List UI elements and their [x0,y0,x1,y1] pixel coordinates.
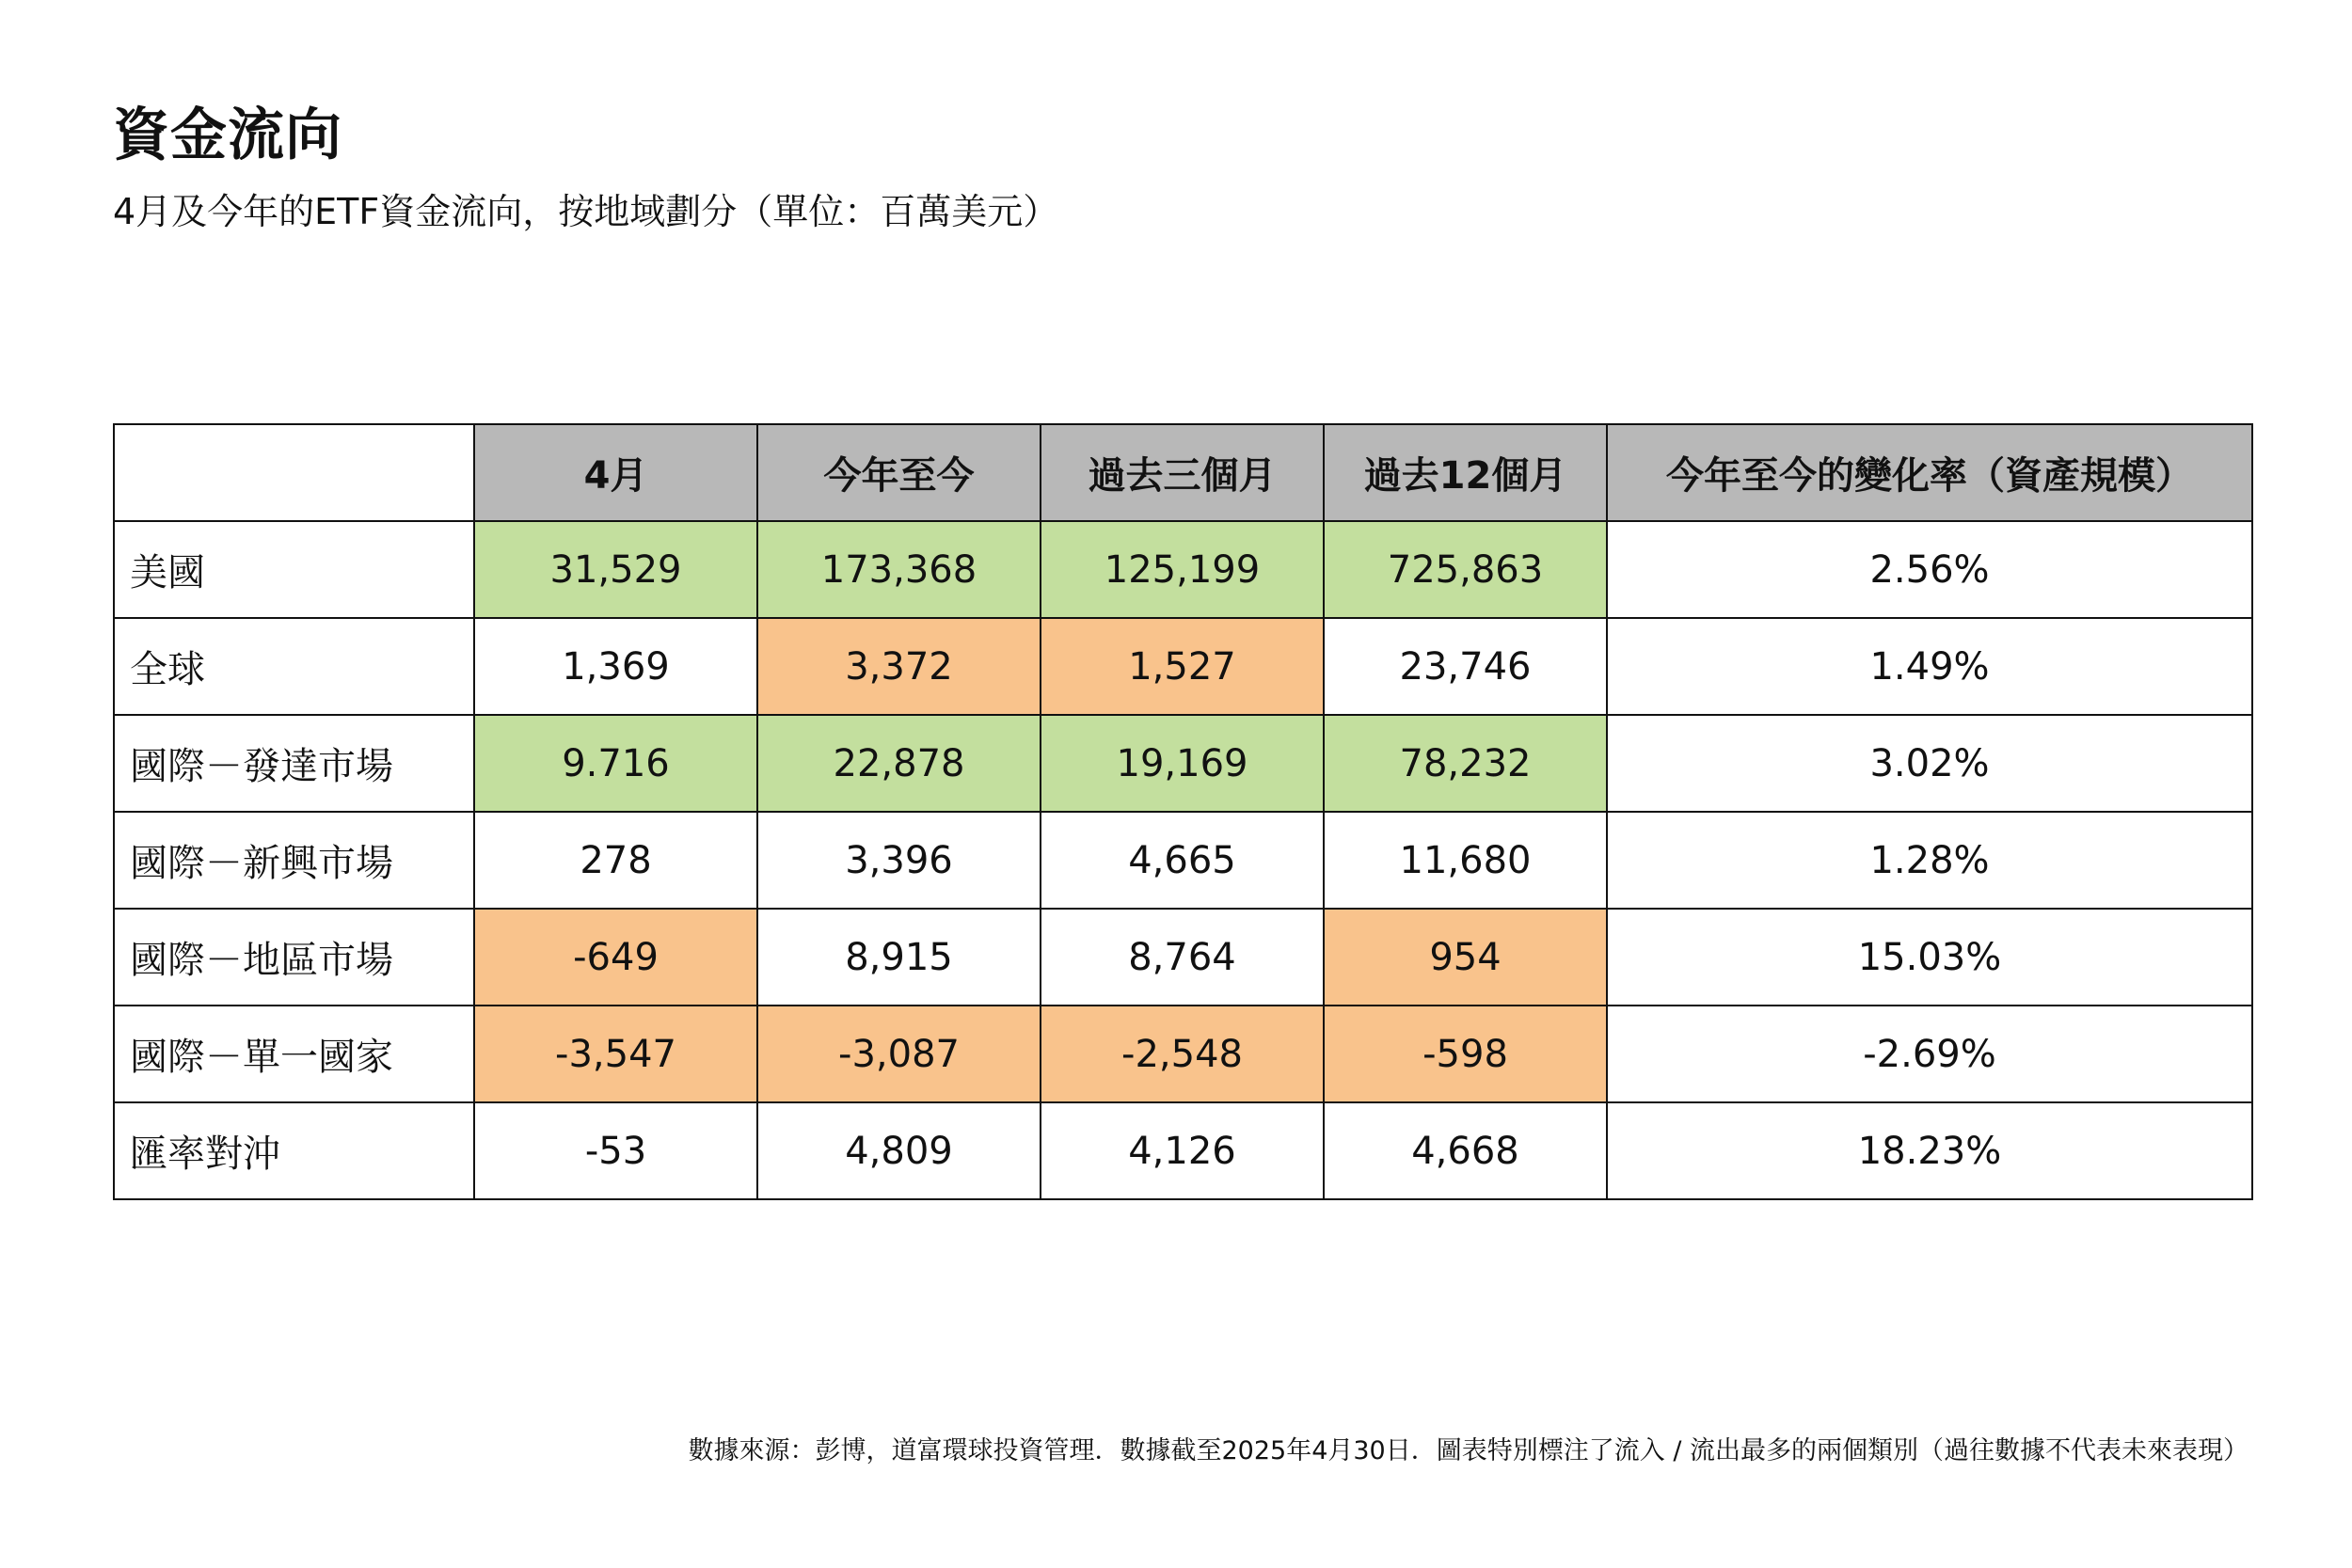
table-cell: 1.49% [1607,618,2252,715]
table-cell: 4,665 [1041,812,1324,909]
header-ytd-aum-change: 今年至今的變化率（資產規模） [1607,424,2252,521]
table-row [114,715,2252,812]
table-cell: -2,548 [1041,1006,1324,1102]
table-cell: -598 [1324,1006,1607,1102]
row-label: 匯率對沖 [114,1102,474,1199]
header-corner [114,424,474,521]
table-cell: 173,368 [757,521,1041,618]
table-cell: 8,764 [1041,909,1324,1006]
table-cell: 22,878 [757,715,1041,812]
table-cell: 19,169 [1041,715,1324,812]
etf-flows-table [113,423,2253,1200]
row-label: 國際－單一國家 [114,1006,474,1102]
table-cell: 4,126 [1041,1102,1324,1199]
table-cell: 4,809 [757,1102,1041,1199]
row-label: 國際－發達市場 [114,715,474,812]
table-cell: 31,529 [474,521,757,618]
header-row [114,424,2252,521]
table-cell: 3,372 [757,618,1041,715]
table-cell: 15.03% [1607,909,2252,1006]
table-cell: 3.02% [1607,715,2252,812]
table-cell: -649 [474,909,757,1006]
table-cell: -3,087 [757,1006,1041,1102]
table-cell: 9.716 [474,715,757,812]
table-cell: 954 [1324,909,1607,1006]
table-cell: 125,199 [1041,521,1324,618]
page-title: 資金流向 [113,103,342,168]
table-cell: -3,547 [474,1006,757,1102]
row-label: 美國 [114,521,474,618]
table-cell: 1.28% [1607,812,2252,909]
table-row [114,909,2252,1006]
table-cell: -53 [474,1102,757,1199]
row-label: 國際－地區市場 [114,909,474,1006]
table-row [114,812,2252,909]
table-row [114,618,2252,715]
page-subtitle: 4月及今年的ETF資金流向，按地域劃分（單位：百萬美元） [113,191,1059,232]
table-cell: 1,369 [474,618,757,715]
table-cell: -2.69% [1607,1006,2252,1102]
table-cell: 11,680 [1324,812,1607,909]
row-label: 全球 [114,618,474,715]
table-cell: 78,232 [1324,715,1607,812]
table-cell: 725,863 [1324,521,1607,618]
header-ytd: 今年至今 [757,424,1041,521]
table-cell: 18.23% [1607,1102,2252,1199]
header-april: 4月 [474,424,757,521]
table-cell: 2.56% [1607,521,2252,618]
table-row [114,1102,2252,1199]
header-past-12-months: 過去12個月 [1324,424,1607,521]
table-cell: 23,746 [1324,618,1607,715]
table-cell: 3,396 [757,812,1041,909]
table-cell: 4,668 [1324,1102,1607,1199]
table-cell: 278 [474,812,757,909]
table-cell: 1,527 [1041,618,1324,715]
table-row [114,521,2252,618]
source-footnote: 數據來源：彭博，道富環球投資管理．數據截至2025年4月30日．圖表特別標注了流入 / 流出最多的兩個類別（過往數據不代表未來表現） [688,1436,2249,1465]
row-label: 國際－新興市場 [114,812,474,909]
header-past-3-months: 過去三個月 [1041,424,1324,521]
table-row [114,1006,2252,1102]
table-cell: 8,915 [757,909,1041,1006]
